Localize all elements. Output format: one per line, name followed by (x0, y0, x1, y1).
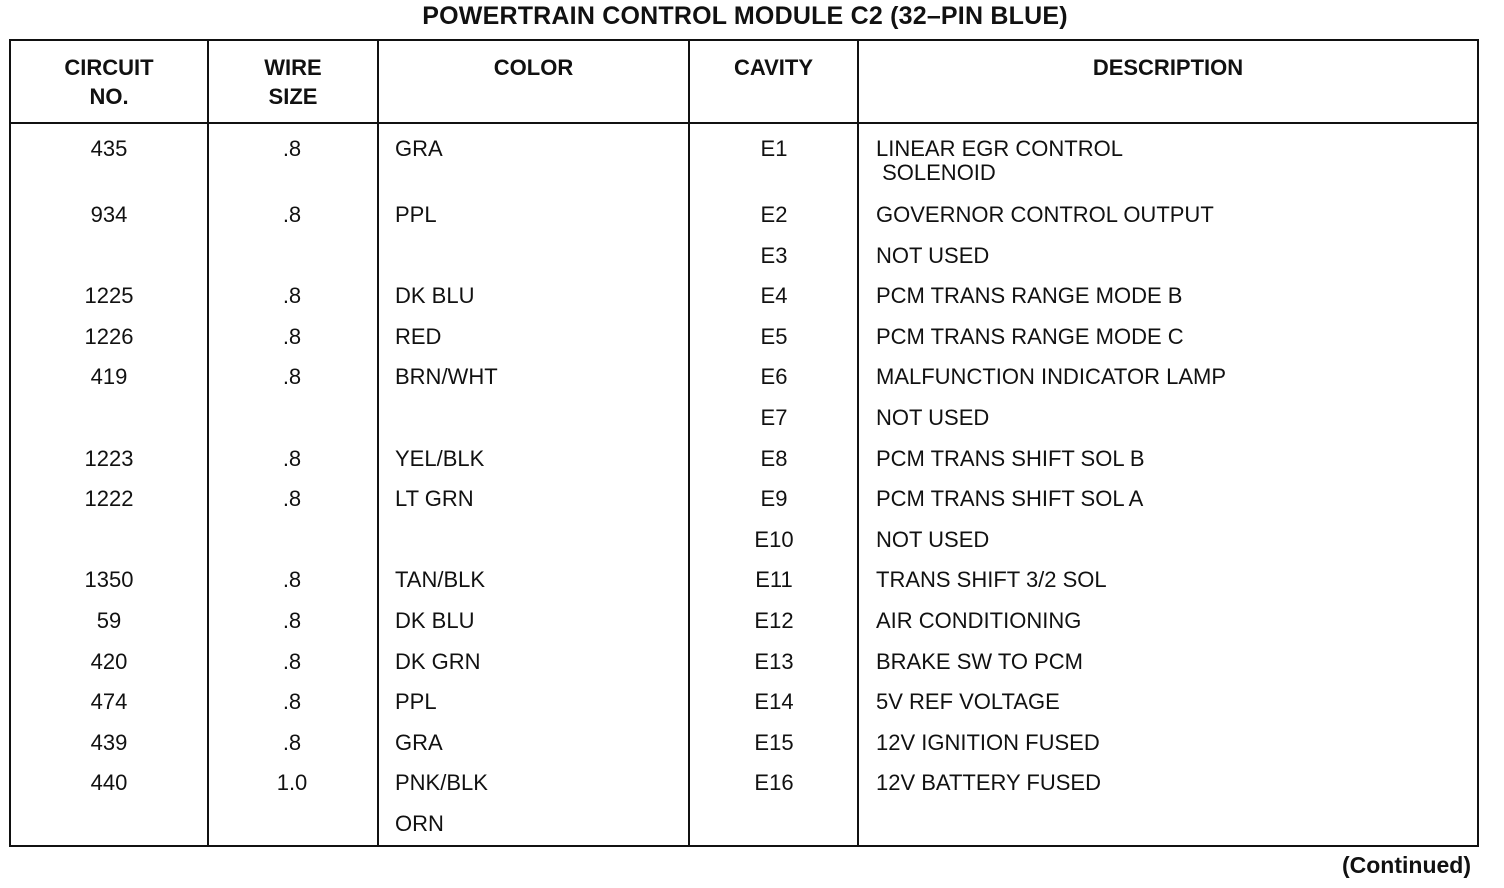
color-cell: BRN/WHT (395, 364, 498, 390)
table-row (11, 365, 1477, 406)
description-cell: NOT USED (876, 526, 990, 552)
color-cell: PPL (395, 202, 437, 227)
header-divider (11, 122, 1477, 124)
cavity-cell: E8 (760, 445, 788, 471)
description-cell: PCM TRANS RANGE MODE C (876, 323, 1184, 349)
table-row (11, 203, 1477, 244)
color-cell: PNK/BLK (395, 770, 488, 796)
color-cell: DK BLU (395, 607, 475, 633)
cavity-cell: E1 (760, 136, 788, 161)
table-row (11, 487, 1477, 528)
wire-size-cell: .8 (282, 648, 302, 674)
table-row (11, 406, 1477, 447)
header-description: DESCRIPTION (1092, 55, 1244, 80)
table-row (11, 284, 1477, 325)
description-cell: 5V REF VOLTAGE (876, 689, 1060, 715)
wire-size-cell: .8 (282, 364, 302, 390)
wire-size-cell: .8 (282, 689, 302, 715)
wire-size-cell: .8 (282, 567, 302, 593)
wire-size-cell: .8 (282, 202, 302, 227)
header-wire-size (209, 53, 377, 111)
table-row (11, 137, 1477, 203)
circuit-cell: 420 (90, 648, 128, 674)
table-row (11, 609, 1477, 650)
circuit-cell: 1222 (84, 486, 134, 512)
table-row (11, 244, 1477, 285)
table-row (11, 528, 1477, 569)
color-cell: GRA (395, 729, 443, 755)
cavity-cell: E5 (760, 323, 788, 349)
color-cell: LT GRN (395, 486, 474, 512)
cavity-cell: E7 (760, 404, 788, 430)
wire-size-cell: .8 (282, 445, 302, 471)
header-wire-line1: WIRE (264, 55, 322, 80)
circuit-cell: 1225 (84, 283, 134, 309)
color-cell: ORN (395, 810, 444, 836)
cavity-cell: E10 (754, 526, 794, 552)
circuit-cell: 1350 (84, 567, 134, 593)
table-row (11, 690, 1477, 731)
header-circuit-no (11, 53, 207, 111)
header-color: COLOR (493, 55, 574, 80)
color-cell: DK BLU (395, 283, 475, 309)
table-row (11, 771, 1477, 812)
description-cell: PCM TRANS RANGE MODE B (876, 283, 1183, 309)
description-cell: MALFUNCTION INDICATOR LAMP (876, 364, 1226, 390)
page-title: POWERTRAIN CONTROL MODULE C2 (32–PIN BLUE) (422, 2, 1068, 30)
color-cell: GRA (395, 136, 443, 161)
circuit-cell: 1226 (84, 323, 134, 349)
table-row (11, 447, 1477, 488)
circuit-cell: 439 (90, 729, 128, 755)
cavity-cell: E3 (760, 242, 788, 268)
header-wire-line2: SIZE (268, 84, 318, 109)
circuit-cell: 419 (90, 364, 128, 390)
cavity-cell: E14 (754, 689, 794, 715)
description-cell: NOT USED (876, 242, 990, 268)
table-row (11, 568, 1477, 609)
color-cell: YEL/BLK (395, 445, 485, 471)
description-cell: PCM TRANS SHIFT SOL A (876, 486, 1144, 512)
wire-size-cell: .8 (282, 283, 302, 309)
wire-size-cell: .8 (282, 136, 302, 161)
cavity-cell: E9 (760, 486, 788, 512)
wire-size-cell: 1.0 (276, 770, 308, 796)
circuit-cell: 934 (90, 202, 128, 227)
description-cell: TRANS SHIFT 3/2 SOL (876, 567, 1107, 593)
table-row (11, 731, 1477, 772)
table-body (11, 137, 1477, 853)
color-cell: TAN/BLK (395, 567, 486, 593)
connector-table (9, 39, 1479, 847)
continued-label: (Continued) (1341, 852, 1471, 878)
wire-size-cell: .8 (282, 729, 302, 755)
wire-size-cell: .8 (282, 486, 302, 512)
description-cell: 12V IGNITION FUSED (876, 729, 1100, 755)
cavity-cell: E11 (755, 567, 793, 593)
circuit-cell: 435 (90, 136, 128, 161)
table-row (11, 325, 1477, 366)
cavity-cell: E12 (754, 607, 794, 633)
cavity-cell: E6 (760, 364, 788, 390)
cavity-cell: E13 (754, 648, 794, 674)
header-circuit-line2: NO. (89, 84, 129, 109)
wire-size-cell: .8 (282, 607, 302, 633)
header-circuit-line1: CIRCUIT (64, 55, 154, 80)
table-row (11, 812, 1477, 853)
color-cell: RED (395, 323, 442, 349)
description-cell: LINEAR EGR CONTROL SOLENOID (876, 136, 1123, 185)
color-cell: DK GRN (395, 648, 481, 674)
cavity-cell: E16 (754, 770, 794, 796)
cavity-cell: E2 (760, 202, 788, 227)
circuit-cell: 59 (96, 607, 122, 633)
circuit-cell: 474 (90, 689, 128, 715)
description-cell: GOVERNOR CONTROL OUTPUT (876, 202, 1214, 227)
description-cell: BRAKE SW TO PCM (876, 648, 1084, 674)
circuit-cell: 440 (90, 770, 128, 796)
header-cavity: CAVITY (733, 55, 814, 80)
cavity-cell: E15 (754, 729, 794, 755)
color-cell: PPL (395, 689, 437, 715)
description-cell: NOT USED (876, 404, 990, 430)
description-cell: AIR CONDITIONING (876, 607, 1082, 633)
wire-size-cell: .8 (282, 323, 302, 349)
circuit-cell: 1223 (84, 445, 134, 471)
table-row (11, 650, 1477, 691)
description-cell: PCM TRANS SHIFT SOL B (876, 445, 1145, 471)
cavity-cell: E4 (760, 283, 788, 309)
description-cell: 12V BATTERY FUSED (876, 770, 1101, 796)
